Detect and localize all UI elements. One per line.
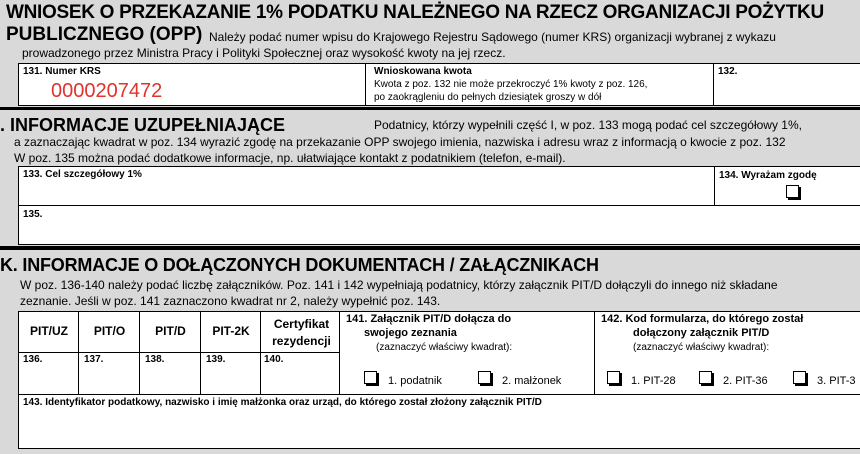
field-141-option-2-checkbox[interactable] bbox=[478, 371, 491, 384]
kwota-desc-1: Kwota z poz. 132 nie może przekroczyć 1% kwoty z poz. 126, bbox=[374, 79, 648, 90]
field-142-option-1-label: 1. PIT-28 bbox=[631, 375, 676, 387]
field-142-title-1: 142. Kod formularza, do którego został bbox=[601, 313, 804, 325]
field-142-option-1-checkbox[interactable] bbox=[607, 371, 620, 384]
field-143-label: 143. Identyfikator podatkowy, nazwisko i imię małżonka oraz urząd, do którego został złożony załącznik PIT/D bbox=[23, 397, 542, 408]
field-140-cell[interactable] bbox=[261, 353, 339, 394]
field-135-box[interactable] bbox=[18, 205, 860, 245]
field-141-title-1: 141. Załącznik PIT/D dołącza do bbox=[346, 313, 512, 325]
col-header-cert-1: Certyfikat bbox=[273, 317, 330, 331]
field-134-label: 134. Wyrażam zgodę bbox=[719, 170, 817, 181]
field-141-box bbox=[339, 311, 595, 395]
col-header-pit-o: PIT/O bbox=[93, 324, 126, 338]
field-131-box[interactable] bbox=[18, 63, 366, 106]
field-137-label: 137. bbox=[84, 354, 104, 365]
section-g-title-line2: PUBLICZNEGO (OPP) bbox=[6, 24, 203, 45]
col-header-cert-2: rezydencji bbox=[272, 334, 331, 348]
col-header-pit-d: PIT/D bbox=[155, 324, 186, 338]
section-h-title: . INFORMACJE UZUPEŁNIAJĄCE bbox=[0, 115, 286, 135]
krs-number-value: 0000207472 bbox=[51, 80, 163, 102]
field-132-label: 132. bbox=[718, 66, 738, 77]
field-141-hint: (zaznaczyć właściwy kwadrat): bbox=[376, 342, 513, 353]
field-142-option-3-checkbox[interactable] bbox=[793, 371, 806, 384]
field-131-label: 131. Numer KRS bbox=[23, 66, 101, 77]
field-142-option-3-label: 3. PIT-3 bbox=[817, 375, 856, 387]
field-141-title-2: swojego zeznania bbox=[364, 327, 457, 339]
kwota-desc-2: po zaokrągleniu do pełnych dziesiątek groszy w dół bbox=[374, 92, 602, 103]
col-header-pit-2k: PIT-2K bbox=[212, 324, 250, 338]
field-133-label: 133. Cel szczegółowy 1% bbox=[23, 169, 142, 180]
field-139-cell[interactable] bbox=[201, 353, 260, 394]
field-141-option-1-checkbox[interactable] bbox=[364, 371, 377, 384]
field-142-hint: (zaznaczyć właściwy kwadrat): bbox=[633, 342, 770, 353]
field-133-box[interactable] bbox=[18, 166, 715, 206]
section-divider-1 bbox=[0, 107, 860, 110]
field-134-box bbox=[714, 166, 860, 206]
field-138-label: 138. bbox=[145, 354, 165, 365]
kwota-info-box bbox=[365, 63, 714, 106]
field-137-cell[interactable] bbox=[79, 353, 139, 394]
section-h-desc-3: W poz. 135 można podać dodatkowe informacje, np. ułatwiające kontakt z podatnikiem (telefon, e-mail). bbox=[14, 151, 566, 165]
field-142-title-2: dołączony załącznik PIT/D bbox=[633, 327, 770, 339]
consent-checkbox[interactable] bbox=[786, 185, 799, 198]
field-142-option-2-label: 2. PIT-36 bbox=[723, 375, 768, 387]
field-138-cell[interactable] bbox=[140, 353, 200, 394]
section-k-desc-2: zeznanie. Jeśli w poz. 141 zaznaczono kwadrat nr 2, należy wypełnić poz. 143. bbox=[20, 294, 441, 308]
section-g-title-line1: WNIOSEK O PRZEKAZANIE 1% PODATKU NALEŻNEGO NA RZECZ ORGANIZACJI POŻYTKU bbox=[6, 2, 824, 23]
field-141-option-2-label: 2. małżonek bbox=[502, 375, 562, 387]
section-h-desc-2: a zaznaczając kwadrat w poz. 134 wyrazić zgodę na przekazanie OPP swojego imienia, nazwiska i adresu wraz z informacją o kwocie z poz. 132 bbox=[14, 135, 786, 149]
field-143-box[interactable] bbox=[18, 394, 860, 449]
section-g-desc-2: prowadzonego przez Ministra Pracy i Polityki Społecznej oraz wysokość kwoty na jej rzecz. bbox=[22, 46, 506, 60]
field-142-box bbox=[594, 311, 860, 395]
section-divider-2 bbox=[0, 246, 860, 250]
section-k-desc-1: W poz. 136-140 należy podać liczbę załączników. Poz. 141 i 142 wypełniają podatnicy, którzy załącznik PIT/D dołączyli do innego niż składane bbox=[20, 278, 778, 292]
field-139-label: 139. bbox=[206, 354, 226, 365]
field-135-label: 135. bbox=[23, 209, 43, 220]
field-140-label: 140. bbox=[264, 354, 284, 365]
section-k-title: K. INFORMACJE O DOŁĄCZONYCH DOKUMENTACH / ZAŁĄCZNIKACH bbox=[0, 255, 599, 275]
section-h-desc-1: Podatnicy, którzy wypełnili część I, w poz. 133 mogą podać cel szczegółowy 1%, bbox=[374, 118, 802, 132]
field-142-option-2-checkbox[interactable] bbox=[699, 371, 712, 384]
field-136-label: 136. bbox=[23, 354, 43, 365]
field-136-cell[interactable] bbox=[19, 353, 78, 394]
col-header-pit-uz: PIT/UZ bbox=[30, 324, 68, 338]
section-g-desc-1: Należy podać numer wpisu do Krajowego Rejestru Sądowego (numer KRS) organizacji wybranej z wykazu bbox=[209, 30, 776, 44]
kwota-title: Wnioskowana kwota bbox=[374, 66, 472, 77]
field-141-option-1-label: 1. podatnik bbox=[388, 375, 442, 387]
field-132-box[interactable] bbox=[713, 63, 860, 106]
